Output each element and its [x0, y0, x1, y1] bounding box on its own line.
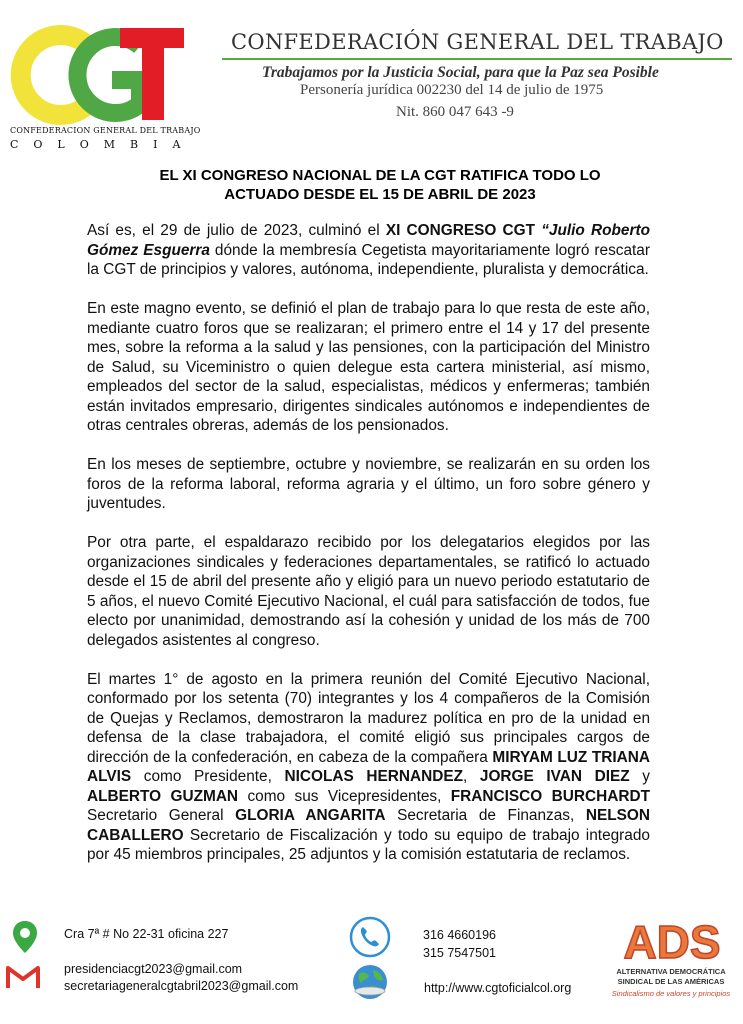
- ads-logo: [612, 918, 732, 964]
- p5-text-1: El martes 1° de agosto en la primera reunión del Comité Ejecutivo Nacional, conformado por los setenta (70) integrantes y los 4 compañeros de la Comisión de Quejas y Reclamos, demostraron la madurez política en pro de la unidad en defensa de la clase trabajadora, el comité eligió sus principales cargos de dirección de la confederación, en cabeza de la compañera: [87, 670, 650, 766]
- header-divider: [222, 58, 732, 60]
- p1-text-2: dónde la membresía Cegetista mayoritariamente logró rescatar la CGT de principios y valores, autónoma, independiente, pluralista y democrática.: [87, 241, 650, 278]
- paragraph-4: Por otra parte, el espaldarazo recibido por los delegatarios elegidos por las organizaciones sindicales y federaciones departamentales, se ratificó lo actuado desde el 15 de abril del presente año y eligió para un nuevo periodo estatutario de 5 años, el nuevo Comité Ejecutivo Nacional, el cuál para satisfacción de todos, fue electo por unanimidad, demostrando así la cohesión y unidad de los más de 700 delegados asistentes al congreso.: [87, 534, 650, 649]
- ads-name-line-1: ALTERNATIVA DEMOCRÁTICA: [616, 967, 726, 976]
- paragraph-2: En este magno evento, se definió el plan de trabajo para lo que resta de este año, mediante cuatro foros que se realizaran; el primero entre el 14 y 17 del presente mes, sobre la reforma a la salud y las pensiones, con la participación del Ministro de Salud, su Viceministro o quien delegue esta cartera ministerial, así mismo, empleados del sector de la salud, especialistas, médicos y enfermeras; también están invitados empresario, dirigentes sindicales autónomos e independientes de otras centrales obreras, además de los pensionados.: [87, 300, 650, 434]
- legal-registration: Personería jurídica 002230 del 14 de julio de 1975: [300, 82, 604, 98]
- paragraph-1: [87, 221, 650, 280]
- email-secretary[interactable]: secretariageneralcgtabril2023@gmail.com: [64, 979, 299, 993]
- tax-id: Nit. 860 047 643 -9: [396, 104, 514, 120]
- document-body: [87, 221, 650, 884]
- logo-subtitle: CONFEDERACION GENERAL DEL TRABAJO: [10, 126, 201, 135]
- p5-oversight-secretary: NELSON CABALLERO: [87, 807, 651, 844]
- phone-1[interactable]: 316 4660196: [423, 928, 496, 942]
- p5-finance-secretary: GLORIA ANGARITA: [235, 807, 386, 824]
- p5-president: MIRYAM LUZ TRIANA ALVIS: [87, 748, 650, 785]
- website-link[interactable]: http://www.cgtoficialcol.org: [424, 981, 572, 995]
- p1-congress-name: XI CONGRESO CGT: [385, 222, 542, 239]
- title-line-1: EL XI CONGRESO NACIONAL DE LA CGT RATIFICA TODO LO: [159, 167, 601, 184]
- cgt-logo: [8, 22, 208, 152]
- ads-motto: Sindicalismo de valores y principios: [611, 989, 731, 998]
- p5-vicepresident-3: ALBERTO GUZMAN: [87, 787, 239, 805]
- p5-text-3: ,: [463, 768, 480, 785]
- email-president[interactable]: presidenciacgt2023@gmail.com: [64, 962, 243, 976]
- logo-letter-g: [77, 37, 140, 113]
- p5-text-8: Secretario de Fiscalización y todo su equipo de trabajo integrado por 45 miembros principales, 25 adjuntos y la comisión estatutaria de reclamos.: [87, 826, 650, 863]
- p5-vicepresident-1: NICOLAS HERNANDEZ: [284, 768, 464, 785]
- p5-text-5: como sus Vicepresidentes,: [238, 787, 451, 805]
- p5-secretary-general: FRANCISCO BURCHARDT: [450, 787, 650, 805]
- phone-2[interactable]: 315 7547501: [423, 946, 496, 960]
- location-pin-icon: [12, 920, 38, 954]
- ads-logo-letters: ADS: [623, 918, 721, 964]
- document-title: [140, 166, 620, 204]
- address: Cra 7ª # No 22-31 oficina 227: [64, 927, 229, 941]
- logo-letter-t-stem: [142, 28, 164, 120]
- p1-text-1: Así es, el 29 de julio de 2023, culminó el: [87, 222, 386, 239]
- p5-text-6: Secretario General: [87, 807, 236, 824]
- organization-title: CONFEDERACIÓN GENERAL DEL TRABAJO: [231, 30, 724, 54]
- organization-motto: Trabajamos por la Justicia Social, para que la Paz sea Posible: [262, 64, 659, 81]
- gmail-icon: [6, 964, 40, 990]
- globe-web-icon: [347, 962, 393, 1002]
- p5-vicepresident-2: JORGE IVAN DIEZ: [479, 768, 630, 785]
- ads-name-line-2: SINDICAL DE LAS AMÉRICAS: [617, 977, 725, 986]
- p1-honoree-name: “Julio Roberto Gómez Esguerra: [87, 222, 650, 259]
- paragraph-3: En los meses de septiembre, octubre y noviembre, se realizarán en su orden los foros de la reforma laboral, reforma agraria y el último, un foro sobre género y juventudes.: [87, 456, 650, 512]
- logo-country: COLOMBIA: [10, 138, 196, 151]
- p5-text-4: y: [629, 768, 651, 785]
- paragraph-5: [87, 670, 650, 865]
- phone-icon: [349, 916, 391, 958]
- title-line-2: ACTUADO DESDE EL 15 DE ABRIL DE 2023: [224, 186, 536, 203]
- p5-text-2: como Presidente,: [131, 768, 285, 785]
- cgt-logo-mark: [8, 22, 208, 126]
- p5-text-7: Secretaria de Finanzas,: [385, 807, 586, 824]
